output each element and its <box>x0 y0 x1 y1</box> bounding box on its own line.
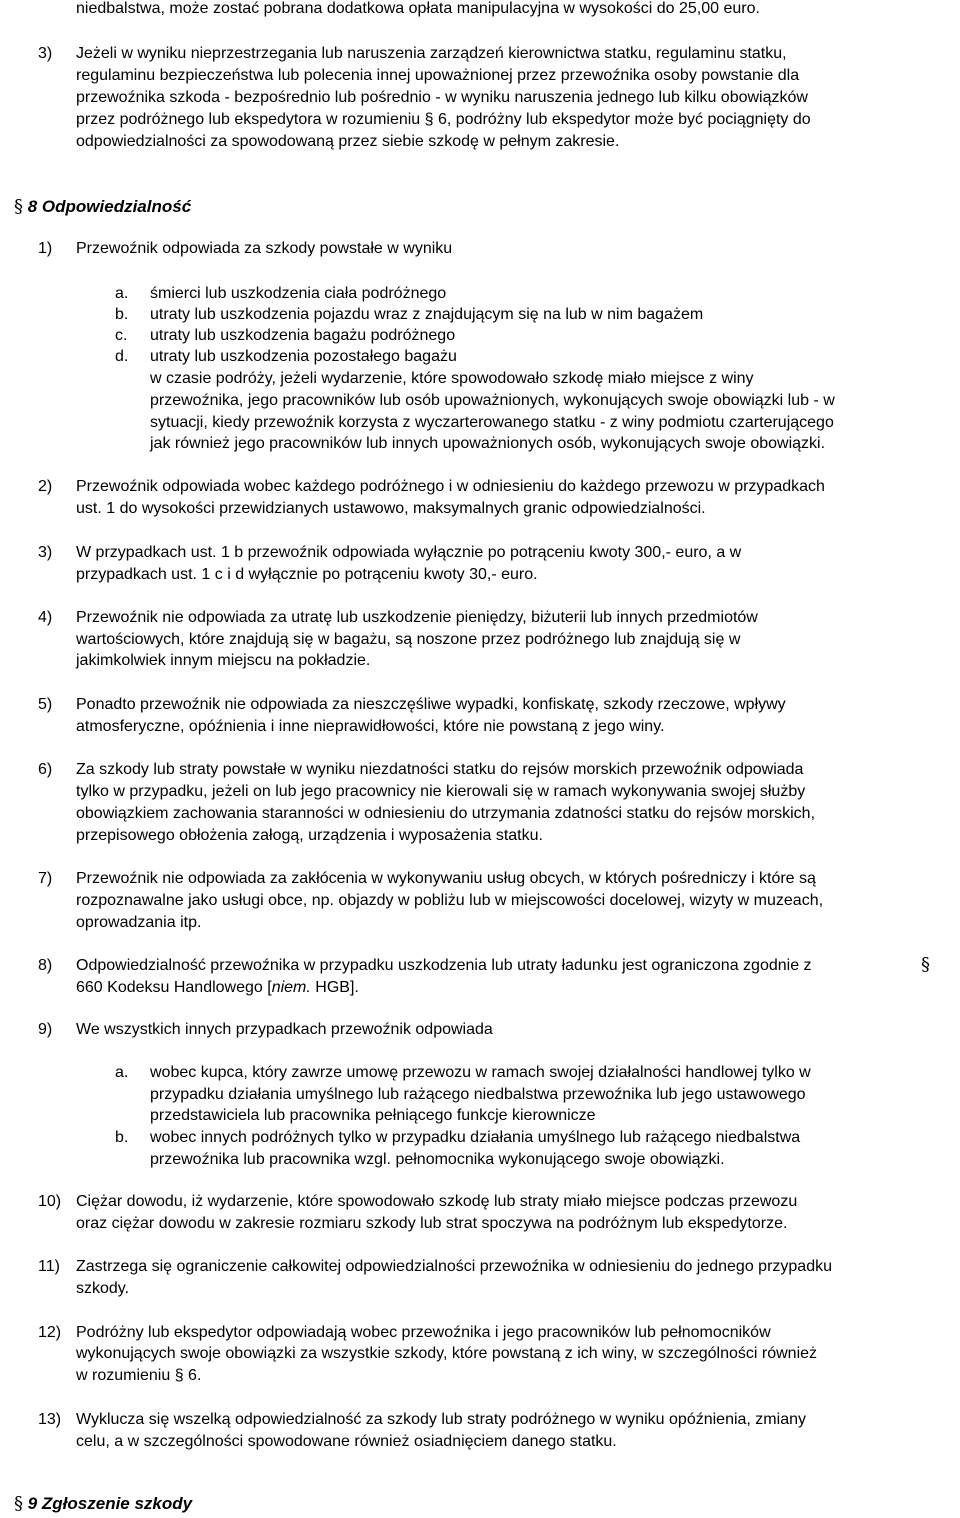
list-item: utraty lub uszkodzenia pozostałego bagażu <box>150 348 457 365</box>
paragraph-line: Przewoźnik nie odpowiada za utratę lub uszkodzenie pieniędzy, biżuterii lub innych przedmiotów <box>76 609 758 626</box>
list-item: wobec innych podróżnych tylko w przypadku działania umyślnego lub rażącego niedbalstwa <box>150 1129 801 1146</box>
item-number: 10) <box>38 1193 62 1210</box>
paragraph-line: sytuacji, kiedy przewoźnik korzysta z wyczarterowanego statku - z winy podmiotu czarterującego <box>150 414 834 431</box>
paragraph-line: szkody. <box>76 1280 130 1297</box>
paragraph-line: celu, a w szczególności spowodowane również osiadnięciem danego statku. <box>76 1433 617 1450</box>
list-letter: a. <box>115 285 129 302</box>
paragraph-line: Ciężar dowodu, iż wydarzenie, które spowodowało szkodę lub straty miało miejsce podczas przewozu <box>76 1193 798 1210</box>
item-number: 9) <box>38 1021 53 1038</box>
carryover-line: niedbalstwa, może zostać pobrana dodatkowa opłata manipulacyjna w wysokości do 25,00 euro. <box>76 0 760 17</box>
item-number: 1) <box>38 240 53 257</box>
item-number: 3) <box>38 45 53 62</box>
paragraph-line: Odpowiedzialność przewoźnika w przypadku uszkodzenia lub utraty ładunku jest ograniczona zgodnie z <box>76 957 812 974</box>
paragraph-line: przez podróżnego lub ekspedytora w rozumieniu § 6, podróżny lub ekspedytor może być pociągnięty do <box>76 111 811 128</box>
item-number: 12) <box>38 1324 62 1341</box>
item-number: 3) <box>38 544 53 561</box>
paragraph-line: rozpoznawalne jako usługi obce, np. objazdy w pobliżu lub w miejscowości docelowej, wizyty w muzeach, <box>76 892 824 909</box>
list-letter: c. <box>115 327 128 344</box>
paragraph-line: Jeżeli w wyniku nieprzestrzegania lub naruszenia zarządzeń kierownictwa statku, regulaminu statku, <box>76 45 787 62</box>
paragraph-line: ust. 1 do wysokości przewidzianych ustawowo, maksymalnych granic odpowiedzialności. <box>76 500 706 517</box>
list-item: śmierci lub uszkodzenia ciała podróżnego <box>150 285 447 302</box>
paragraph-line: Za szkody lub straty powstałe w wyniku niezdatności statku do rejsów morskich przewoźnik odpowiada <box>76 761 804 778</box>
section-title: 9 Zgłoszenie szkody <box>27 1494 193 1513</box>
paragraph-line: przepisowego obłożenia załogą, urządzenia i wyposażenia statku. <box>76 827 543 844</box>
paragraph-line: Przewoźnik nie odpowiada za zakłócenia w wykonywaniu usług obcych, w których pośredniczy i które są <box>76 870 816 887</box>
text-span: HGB]. <box>310 979 359 996</box>
paragraph-line: tylko w przypadku, jeżeli on lub jego pracownicy nie kierowali się w ramach wykonywania swojej służby <box>76 783 806 800</box>
paragraph-line: We wszystkich innych przypadkach przewoźnik odpowiada <box>76 1021 493 1038</box>
italic-span: niem. <box>271 979 311 996</box>
list-item: przypadku działania umyślnego lub rażącego niedbalstwa przewoźnika lub jego ustawowego <box>150 1086 806 1103</box>
list-item: przewoźnika lub pracownika wzgl. pełnomocnika wykonującego swoje obowiązki. <box>150 1151 725 1168</box>
paragraph-line: przypadkach ust. 1 c i d wyłącznie po potrąceniu kwoty 30,- euro. <box>76 566 538 583</box>
list-item: utraty lub uszkodzenia pojazdu wraz z znajdującym się na lub w nim bagażem <box>150 306 704 323</box>
section-heading <box>14 196 191 218</box>
paragraph-line: Zastrzega się ograniczenie całkowitej odpowiedzialności przewoźnika w odniesieniu do jednego przypadku <box>76 1258 832 1275</box>
item-number: 8) <box>38 957 53 974</box>
section-heading <box>14 1493 192 1515</box>
section-mark: § <box>921 954 930 975</box>
paragraph-line: atmosferyczne, opóźnienia i inne nieprawidłowości, które nie powstaną z jego winy. <box>76 718 665 735</box>
paragraph-line: Wyklucza się wszelką odpowiedzialność za szkody lub straty podróżnego w wyniku opóźnienia, zmiany <box>76 1411 806 1428</box>
paragraph-line: Ponadto przewoźnik nie odpowiada za nieszczęśliwe wypadki, konfiskatę, szkody rzeczowe, wpływy <box>76 696 786 713</box>
paragraph-line: jak również jego pracowników lub innych upoważnionych osób, wykonujących swoje obowiązki. <box>150 435 826 452</box>
paragraph-line: przewoźnika, jego pracowników lub osób upoważnionych, wykonujących swoje obowiązki lub - w <box>150 392 835 409</box>
paragraph-line: wartościowych, które znajdują się w bagażu, są noszone przez podróżnego lub znajdują się w <box>76 631 741 648</box>
paragraph-line: oprowadzania itp. <box>76 914 202 931</box>
item-number: 2) <box>38 478 53 495</box>
paragraph-line: W przypadkach ust. 1 b przewoźnik odpowiada wyłącznie po potrąceniu kwoty 300,- euro, a w <box>76 544 742 561</box>
paragraph-line: jakimkolwiek innym miejscu na pokładzie. <box>76 652 371 669</box>
item-number: 11) <box>38 1258 60 1275</box>
paragraph-line: odpowiedzialności za spowodowaną przez siebie szkodę w pełnym zakresie. <box>76 133 620 150</box>
paragraph-line: Podróżny lub ekspedytor odpowiadają wobec przewoźnika i jego pracowników lub pełnomocników <box>76 1324 771 1341</box>
paragraph-line: w rozumieniu § 6. <box>76 1367 202 1384</box>
paragraph-line: obowiązkiem zachowania staranności w odniesieniu do utrzymania zdatności statku do rejsów morskich, <box>76 805 816 822</box>
paragraph-line: w czasie podróży, jeżeli wydarzenie, które spowodowało szkodę miało miejsce z winy <box>150 370 754 387</box>
paragraph-line: Przewoźnik odpowiada wobec każdego podróżnego i w odniesieniu do każdego przewozu w przypadkach <box>76 478 825 495</box>
list-item: przedstawiciela lub pracownika pełniącego funkcje kierownicze <box>150 1107 596 1124</box>
item-number: 5) <box>38 696 53 713</box>
paragraph-line <box>76 977 359 998</box>
list-item: wobec kupca, który zawrze umowę przewozu w ramach swojej działalności handlowej tylko w <box>150 1064 811 1081</box>
list-letter: b. <box>115 306 129 323</box>
paragraph-line: przewoźnika szkoda - bezpośrednio lub pośrednio - w wyniku naruszenia jednego lub kilku obowiązków <box>76 89 808 106</box>
list-item: utraty lub uszkodzenia bagażu podróżnego <box>150 327 456 344</box>
list-letter: b. <box>115 1129 129 1146</box>
section-mark: § <box>14 1493 23 1514</box>
paragraph-line: regulaminu bezpieczeństwa lub polecenia innej upoważnionej przez przewoźnika osoby powstanie dla <box>76 67 800 84</box>
paragraph-line: oraz ciężar dowodu w zakresie rozmiaru szkody lub strat spoczywa na podróżnym lub ekspedytorze. <box>76 1215 788 1232</box>
item-number: 7) <box>38 870 53 887</box>
section-title: 8 Odpowiedzialność <box>27 197 192 216</box>
text-span: 660 Kodeksu Handlowego [ <box>76 979 272 996</box>
paragraph-line: Przewoźnik odpowiada za szkody powstałe w wyniku <box>76 240 453 257</box>
list-letter: d. <box>115 348 129 365</box>
item-number: 6) <box>38 761 53 778</box>
paragraph-line: wykonujących swoje obowiązki za wszystkie szkody, które powstaną z ich winy, w szczególności również <box>76 1345 818 1362</box>
item-number: 13) <box>38 1411 62 1428</box>
item-number: 4) <box>38 609 53 626</box>
section-mark: § <box>14 196 23 217</box>
list-letter: a. <box>115 1064 129 1081</box>
